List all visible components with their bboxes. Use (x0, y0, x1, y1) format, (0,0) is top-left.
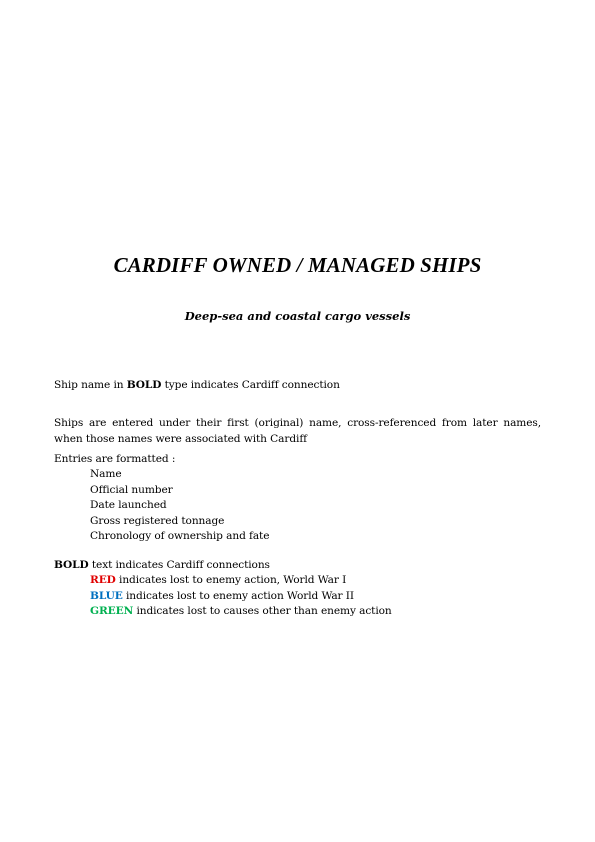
bold-note-suffix: type indicates Cardiff connection (161, 379, 340, 391)
format-item-tonnage: Gross registered tonnage (90, 514, 225, 527)
legend-key-red: RED (90, 574, 116, 586)
legend-text-red: indicates lost to enemy action, World War I (115, 574, 347, 586)
legend-list (90, 573, 392, 620)
format-item-date-launched: Date launched (90, 499, 167, 511)
legend-heading-text: text indicates Cardiff connections (88, 559, 270, 571)
legend-item-red (90, 573, 392, 589)
format-list (90, 467, 269, 545)
legend-item-green (90, 604, 392, 620)
legend-key-blue: BLUE (90, 589, 123, 602)
bold-note-prefix: Ship name in (54, 379, 127, 391)
page-title: CARDIFF OWNED / MANAGED SHIPS (113, 253, 482, 277)
legend-text-green: indicates lost to causes other than enemy action (133, 605, 392, 617)
format-item-name: Name (90, 468, 122, 480)
bold-type-note (54, 378, 541, 394)
format-item-official-number: Official number (90, 483, 173, 496)
legend-key-green: GREEN (90, 605, 134, 617)
format-item-chronology: Chronology of ownership and fate (90, 530, 270, 542)
legend-item-blue (90, 589, 392, 605)
bold-note-keyword: BOLD (126, 379, 162, 391)
legend-text-blue: indicates lost to enemy action World War II (122, 589, 354, 602)
legend-heading (54, 558, 541, 574)
cross-reference-note: Ships are entered under their first (original) name, cross-referenced from later names, when those names were associated with Cardiff (54, 417, 541, 445)
page-subtitle: Deep-sea and coastal cargo vessels (184, 309, 411, 323)
legend-heading-bold: BOLD (54, 559, 89, 571)
format-heading: Entries are formatted : (54, 453, 176, 465)
